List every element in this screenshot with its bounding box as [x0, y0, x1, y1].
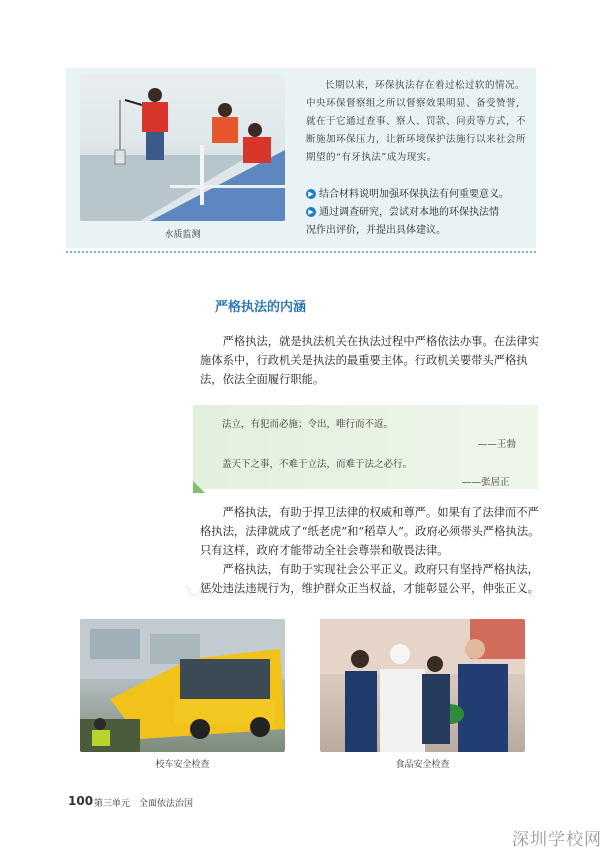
- section-title: 严格执法的内涵: [215, 300, 307, 315]
- water-photo-caption: 水质监测: [164, 230, 201, 240]
- question-2-cont: 况作出评价，并提出具体建议。: [306, 225, 446, 236]
- school-bus-photo: [80, 619, 285, 752]
- arrow-icon: ▶: [306, 207, 316, 217]
- faint-watermark: 〰︎∽〰︎: [180, 568, 300, 617]
- food-inspection-photo: [320, 619, 525, 752]
- quote-corner: [193, 481, 205, 493]
- paragraph-2: 严格执法，有助于捍卫法律的权威和尊严。如果有了法律而不严格执法，法律就成了“纸老虎”和“稻草人”。政府必须带头严格执法。只有这样，政府才能带动全社会尊崇和敬畏法律。 严格执法，有助于实现社会公平正义。政府只有坚持严格执法，惩处违法违规行为，维护群众正当权益，才能彰显公平，伸张正义。: [200, 506, 540, 595]
- water-monitoring-photo: [80, 75, 285, 221]
- arrow-icon: ▶: [306, 189, 316, 199]
- site-watermark: 深圳学校网: [512, 830, 602, 850]
- unit-title: 第三单元 全面依法治国: [94, 799, 194, 809]
- paragraph-1: 严格执法，就是执法机关在执法过程中严格依法办事。在法律实施体系中，行政机关是执法的最重要主体。行政机关要带头严格执法，依法全面履行职能。: [200, 335, 539, 386]
- case-paragraph: 长期以来，环保执法存在着过松过软的情况。中央环保督察组之所以督察效果明显、备受赞誉，就在于它通过查事、察人、罚款、问责等方式，不断施加环保压力，让新环境保护法施行以来社会所期望的“有牙执法”成为现实。: [306, 80, 527, 163]
- quote-2-author: ——张居正: [462, 477, 510, 488]
- discussion-questions: [306, 186, 534, 240]
- quote-2: 盖天下之事，不难于立法，而难于法之必行。: [222, 459, 413, 470]
- question-1: ▶ 结合材料说明加强环保执法有何重要意义。: [306, 186, 534, 204]
- quote-1-author: ——王勃: [478, 439, 517, 450]
- page-number: 100: [68, 794, 94, 808]
- divider: [66, 251, 536, 253]
- question-2: ▶ 通过调查研究，尝试对本地的环保执法情: [306, 204, 534, 222]
- food-photo-caption: 食品安全检查: [395, 760, 450, 770]
- quote-1: 法立，有犯而必施；令出，唯行而不返。: [222, 419, 394, 430]
- bus-photo-caption: 校车安全检查: [155, 760, 210, 770]
